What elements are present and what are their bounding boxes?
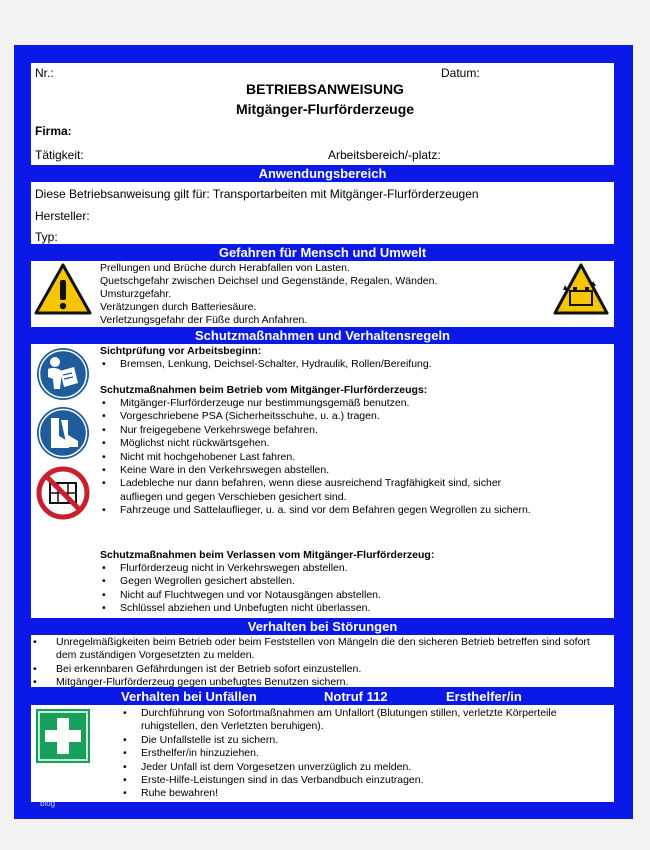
list-item: • Fahrzeuge und Sattelauflieger, u. a. sind vor dem Befahren gegen Wegrollen zu sichern.: [100, 504, 545, 517]
hazard-line: Umsturzgefahr.: [100, 288, 172, 300]
list-item: • Ruhe bewahren!: [121, 787, 601, 800]
document-subtitle: Mitgänger-Flurförderzeuge: [235, 101, 415, 117]
list-item: • Schlüssel abziehen und Unbefugten nicht überlassen.: [100, 602, 545, 615]
verlassen-list: [100, 562, 545, 616]
section-heading-anwendungsbereich: Anwendungsbereich: [258, 166, 387, 181]
hazard-line: Quetschgefahr zwischen Deichsel und Gegenstände, Regalen, Wänden.: [100, 275, 438, 287]
section-heading-gefahren: Gefahren für Mensch und Umwelt: [218, 245, 427, 260]
betrieb-title: Schutzmaßnahmen beim Betrieb vom Mitgänger-Flurförderzeugs:: [100, 384, 428, 396]
list-item: • Keine Ware in den Verkehrswegen abstellen.: [100, 464, 545, 477]
list-item: • Die Unfallstelle ist zu sichern.: [121, 734, 601, 747]
taetigkeit-label: Tätigkeit:: [35, 148, 84, 162]
list-item: • Unregelmäßigkeiten beim Betrieb oder beim Feststellen von Mängeln die den sicheren Betrieb betreffen sind sofort dem zuständigen Vorgesetzten zu melden.: [31, 636, 611, 663]
list-item: • Nicht auf Fluchtwegen und vor Notausgängen abstellen.: [100, 589, 545, 602]
list-item: • Mitgänger-Flurförderzeuge nur bestimmungsgemäß benutzen.: [100, 397, 545, 410]
list-item: • Nur freigegebene Verkehrswege befahren.: [100, 424, 545, 437]
list-item: • Ersthelfer/in hinzuziehen.: [121, 747, 601, 760]
hazard-line: Prellungen und Brüche durch Herabfallen von Lasten.: [100, 262, 350, 274]
verlassen-title: Schutzmaßnahmen beim Verlassen vom Mitgänger-Flurförderzeug:: [100, 549, 435, 561]
safety-shoes-icon: [36, 406, 90, 460]
arbeitsbereich-label: Arbeitsbereich/-platz:: [328, 148, 441, 162]
hazard-line: Verletzungsgefahr der Füße durch Anfahren.: [100, 314, 308, 326]
sichtpruefung-list: [100, 358, 540, 371]
no-storage-prohibition-icon: [36, 466, 90, 520]
list-item: • Gegen Wegrollen gesichert abstellen.: [100, 575, 545, 588]
ersthelfer-label: Ersthelfer/in: [446, 689, 522, 704]
datum-label: Datum:: [441, 66, 480, 80]
list-item: • Erste-Hilfe-Leistungen sind in das Verbandbuch einzutragen.: [121, 774, 601, 787]
unfaelle-list: [121, 707, 601, 801]
battery-acid-warning-icon: [553, 263, 609, 315]
first-aid-icon: [36, 709, 90, 763]
list-item: • Bei erkennbaren Gefährdungen ist der Betrieb sofort einzustellen.: [31, 663, 611, 676]
list-item: • Bremsen, Lenkung, Deichsel-Schalter, Hydraulik, Rollen/Bereifung.: [100, 358, 540, 371]
section-heading-stoerungen: Verhalten bei Störungen: [247, 619, 398, 634]
read-instructions-icon: [36, 347, 90, 401]
notruf-number: Notruf 112: [324, 689, 388, 704]
list-item: • Mitgänger-Flurförderzeug gegen unbefugtes Benutzen sichern.: [31, 676, 611, 689]
general-warning-icon: [34, 263, 92, 315]
section-heading-schutzmassnahmen: Schutzmaßnahmen und Verhaltensregeln: [195, 328, 450, 343]
list-item: • Nicht mit hochgehobener Last fahren.: [100, 451, 545, 464]
section-heading-unfaelle: Verhalten bei Unfällen: [121, 689, 257, 704]
document-title: BETRIEBSANWEISUNG: [246, 81, 404, 97]
stoerungen-list: [31, 636, 611, 690]
watermark: blog: [40, 799, 56, 808]
list-item: • Jeder Unfall ist dem Vorgesetzen unverzüglich zu melden.: [121, 761, 601, 774]
list-item: • Möglichst nicht rückwärtsgehen.: [100, 437, 545, 450]
firma-label: Firma:: [35, 124, 72, 138]
list-item: • Vorgeschriebene PSA (Sicherheitsschuhe, u. a.) tragen.: [100, 410, 545, 423]
nr-label: Nr.:: [35, 66, 54, 80]
list-item: • Ladebleche nur dann befahren, wenn diese ausreichend Tragfähigkeit sind, sicher aufliegen und gegen Verschieben gesichert sind.: [100, 477, 545, 504]
list-item: • Flurförderzeug nicht in Verkehrswegen abstellen.: [100, 562, 545, 575]
betrieb-list: [100, 397, 545, 518]
typ-label: Typ:: [35, 230, 58, 244]
list-item: • Durchführung von Sofortmaßnahmen am Unfallort (Blutungen stillen, verletzte Körperteile ruhigstellen, den Verletzten beruhigen).: [121, 707, 601, 734]
sichtpruefung-title: Sichtprüfung vor Arbeitsbeginn:: [100, 345, 262, 357]
hersteller-label: Hersteller:: [35, 209, 90, 223]
scope-text: Diese Betriebsanweisung gilt für: Transportarbeiten mit Mitgänger-Flurförderzeugen: [35, 187, 479, 201]
hazard-line: Verätzungen durch Batteriesäure.: [100, 301, 257, 313]
